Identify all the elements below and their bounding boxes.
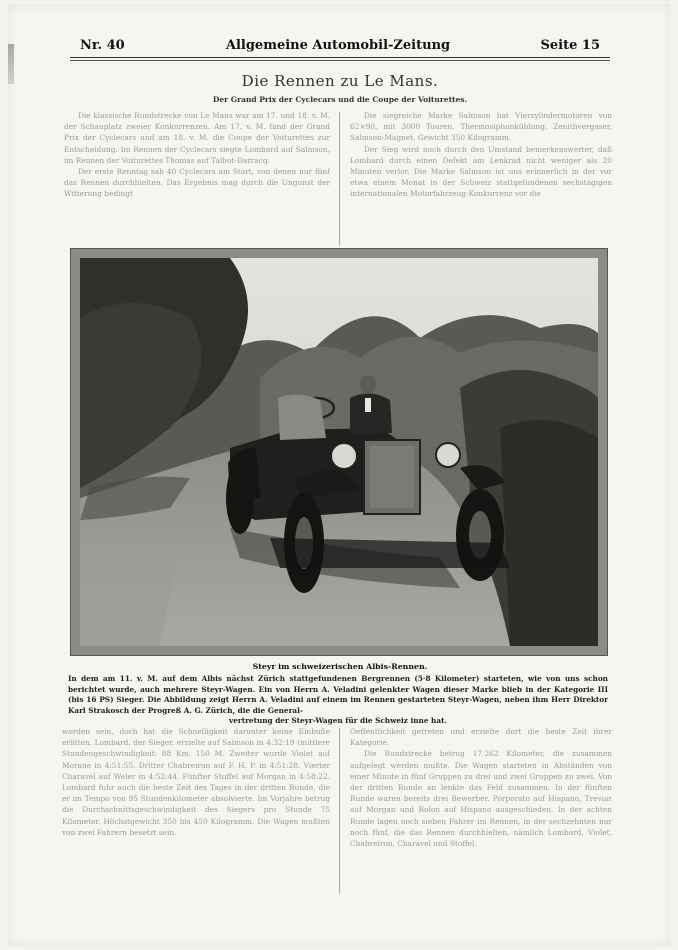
page-number: Seite 15 — [540, 38, 600, 53]
paragraph: worden sein, doch hat die Schnelligkeit darunter keine Einbuße erlitten. Lombard, der Sieger, erzielte auf Salmson in 4:32:19 (mittlere Stundengeschwindigkeit: 88 Km. 150 M. Zweiter wurde Violet auf Morane in 4:51:55. Dritter Chabreiron auf F. H. P. in 4:51:28. Vierter Charavel auf Weler in 4:52:44. Fünfter Stoffel auf Morgan in 4:58:22. Lombard fuhr auch die beste Zeit des Tages in der dritten Runde, die er im Tempo von 95 Stundenkilometer absolvierte. Im Vorjahre betrug die Durchschnittsgeschwindigkeit des Siegers pro Stunde 75 Kilometer. Höchstgewicht 350 bis 450 Kilogramm. Die Wagen mußten von zwei Fahrern besetzt sein. — [62, 727, 330, 837]
page-edge-mark — [8, 44, 14, 84]
caption-text-last-line: vertretung der Steyr-Wagen für die Schweiz inne hat. — [228, 716, 447, 726]
paragraph: Die Rundstrecke betrug 17.262 Kilometer, die zusammen aufgelegt werden mußte. Die Wagen starteten in Abständen von einer Minute in fünf Gruppen zu drei und zwei Gruppen zu zwei. Von der dritten Runde an lenkte das Feld zusammen. In der fünften Runde waren bereits drei Bewerber, Porporato auf Hispano, Treviar auf Morgan und Rolon auf Hispano ausgeschieden. In der achten Runde lagen noch sieben Fahrer im Rennen, in der sechzehnten nur noch fünf, die das Rennen durchhielten, nämlich Lombard, Violet, Chabreiron, Charavel und Stoffel. — [350, 749, 612, 849]
paragraph: Die klassische Rundstrecke von Le Mans war am 17. und 18. v. M. der Schauplatz zweier Konkurrenzen. Am 17. v. M. fand der Grand Prix der Cyclecars und am 18. v. M. die Coupe der Voiturettes zur Entscheidung. Im Rennen der Cyclecars siegte Lombard auf Salmson, im Rennen der Voiturettes Thomas auf Talbot-Darracq. — [64, 111, 330, 165]
running-header — [70, 38, 606, 56]
journal-name: Allgemeine Automobil-Zeitung — [225, 38, 451, 53]
figure-caption-title: Steyr im schweizerischen Albis-Rennen. — [252, 662, 428, 671]
column-divider — [339, 728, 340, 894]
race-car-photo — [80, 258, 598, 646]
header-rule-thin — [70, 60, 610, 61]
paragraph: Der erste Renntag sah 40 Cyclecars am Start, von denen nur fünf das Rennen durchhielten. Das Ergebnis mag durch die Ungunst der Witterung bedingt — [64, 167, 330, 199]
text-column-top-left — [64, 110, 330, 250]
paragraph: Der Sieg wird noch durch den Umstand bemerkenswerter, daß Lombard durch einen Defekt am Lenkrad nicht weniger als 20 Minuten verlor. Die Marke Salmson ist uns erinnerlich in der vor etwa einem Monat in der Schweiz stattgefundenen sechstägigen internationalen Motorfahrzeug-Konkurrenz vor die — [350, 144, 612, 199]
article-subtitle: Der Grand Prix der Cyclecars und die Coupe der Voiturettes. — [212, 95, 468, 104]
paragraph: Die siegreiche Marke Salmson hat Vierzylindermotoren von 62×90, mit 3000 Touren, Thermosiphonkühlung, Zenithvergaser, Salmson-Magnet, Gewicht 350 Kilogramm. — [350, 111, 612, 143]
text-column-bottom-right — [350, 726, 612, 896]
text-column-top-right — [350, 110, 612, 250]
figure-caption — [68, 674, 608, 727]
paragraph: Oeffentlichkeit getreten und erzielte dort die beste Zeit ihrer Kategorie. — [350, 727, 612, 748]
photo-frame — [70, 248, 608, 656]
text-column-bottom-left — [62, 726, 330, 896]
caption-text: In dem am 11. v. M. auf dem Albis nächst Zürich stattgefundenen Bergrennen (5·8 Kilometer) starteten, wie von uns schon berichtet wurde, auch mehrere Steyr-Wagen. Ein von Herrn A. Veladini gelenkter Wagen dieser Marke blieb in der Kategorie III (bis 16 PS) Sieger. Die Abbildung zeigt Herrn A. Veladini auf einem im Rennen gestarteten Steyr-Wagen, neben ihm Herr Direktor Karl Strakosch der Progreß A. G. Zürich, die die General- — [68, 674, 608, 715]
issue-number: Nr. 40 — [80, 38, 125, 53]
article-title: Die Rennen zu Le Mans. — [241, 72, 439, 90]
column-divider — [339, 112, 340, 246]
header-rule — [70, 57, 610, 58]
